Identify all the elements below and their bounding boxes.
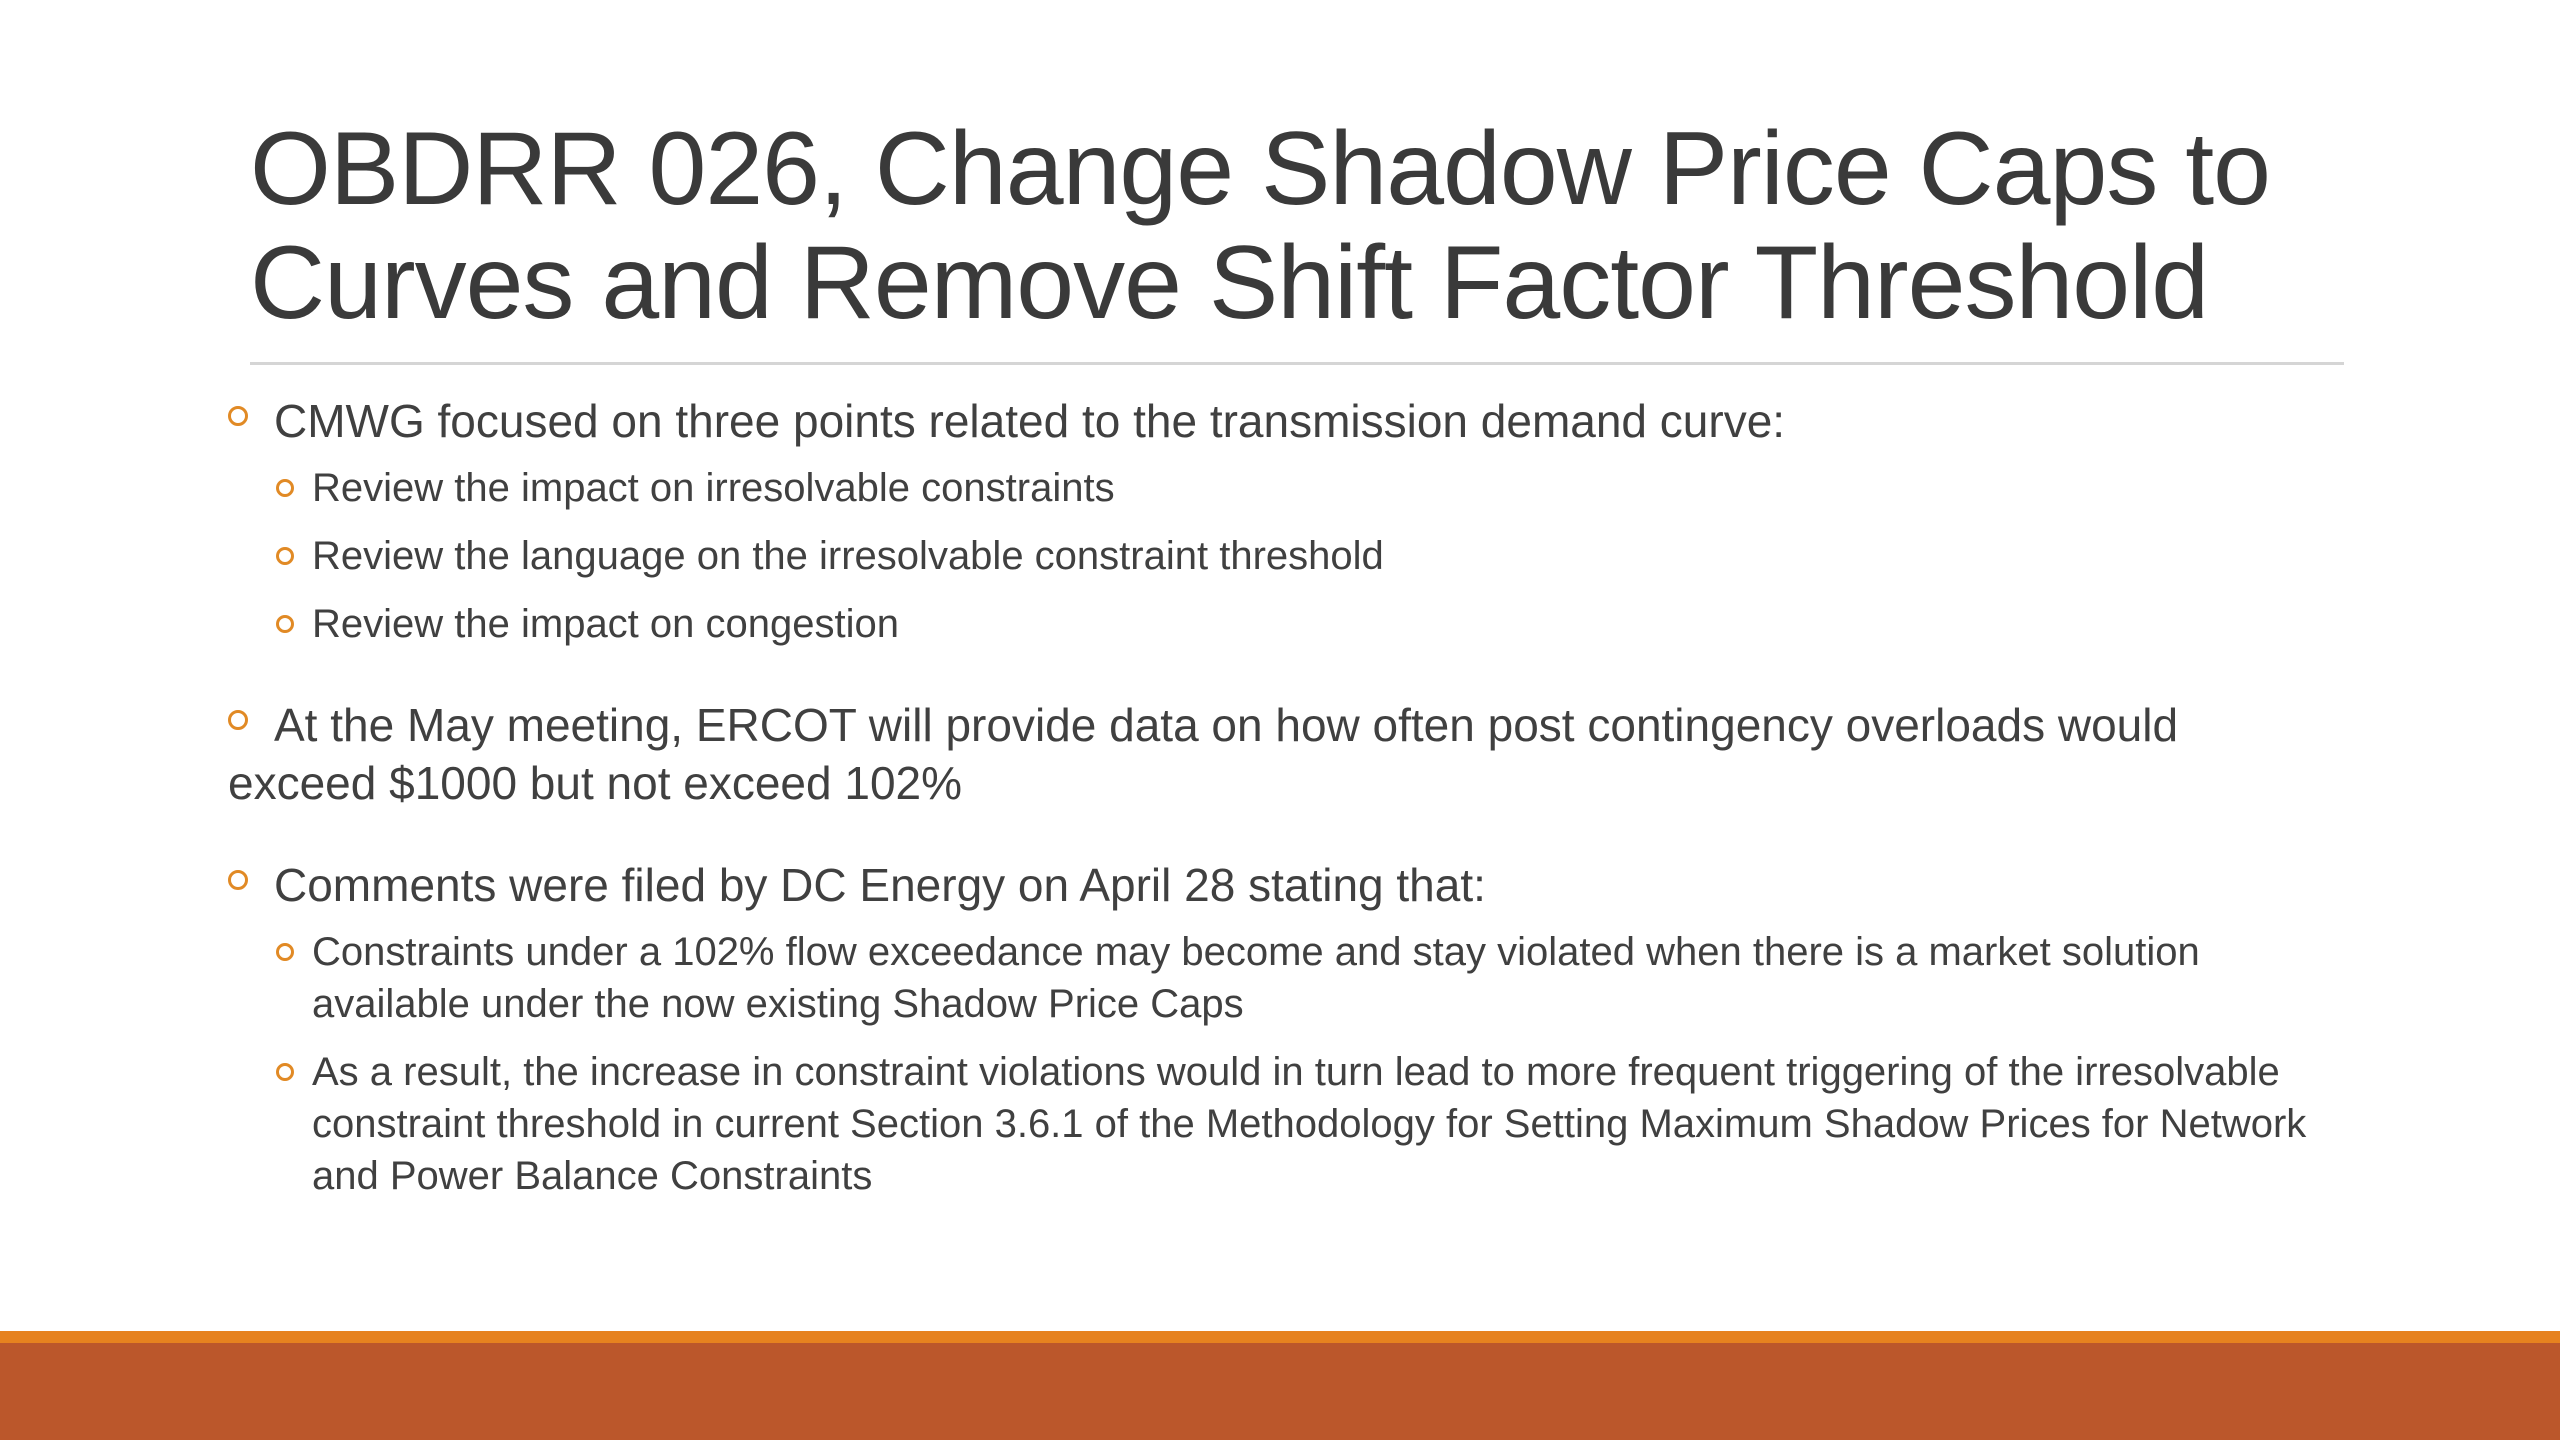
bullet-text: At the May meeting, ERCOT will provide data on how often post contingency overloads would exceed $1000 but not exceed 102% — [228, 699, 2179, 809]
footer-accent-band — [0, 1331, 2560, 1343]
sub-bullet-constraint-violations — [228, 1046, 2338, 1202]
sub-bullet-threshold-language — [228, 530, 2338, 582]
title-divider — [250, 362, 2344, 365]
sub-bullet-text: Review the impact on irresolvable constraints — [312, 466, 1115, 510]
slide-title-line-1: OBDRR 026, Change Shadow Price Caps to — [250, 111, 2270, 227]
slide-title-line-2: Curves and Remove Shift Factor Threshold — [250, 225, 2209, 341]
hollow-circle-bullet-icon — [228, 710, 248, 730]
hollow-circle-bullet-icon — [276, 943, 294, 961]
hollow-circle-bullet-icon — [228, 406, 248, 426]
hollow-circle-bullet-icon — [276, 615, 294, 633]
hollow-circle-bullet-icon — [228, 870, 248, 890]
sub-bullet-text: As a result, the increase in constraint violations would in turn lead to more frequent triggering of the irresolvable constraint threshold in current Section 3.6.1 of the Methodology for Setting Maximum Shadow Prices for Network and Power Balance Constraints — [312, 1050, 2307, 1198]
sub-bullet-text: Review the language on the irresolvable constraint threshold — [312, 534, 1384, 578]
hollow-circle-bullet-icon — [276, 479, 294, 497]
hollow-circle-bullet-icon — [276, 1063, 294, 1081]
hollow-circle-bullet-icon — [276, 547, 294, 565]
bullet-text: Comments were filed by DC Energy on April 28 stating that: — [274, 859, 1486, 911]
sub-bullet-flow-exceedance — [228, 926, 2338, 1030]
sub-bullet-text: Review the impact on congestion — [312, 602, 899, 646]
bullet-dc-energy-comments — [228, 856, 2338, 914]
bullet-text: CMWG focused on three points related to the transmission demand curve: — [274, 395, 1786, 447]
sub-bullet-congestion — [228, 598, 2338, 650]
footer-band — [0, 1343, 2560, 1440]
slide-title — [250, 112, 2350, 340]
bullet-may-meeting — [228, 696, 2338, 812]
sub-bullet-irresolvable-constraints — [228, 462, 2338, 514]
sub-bullet-text: Constraints under a 102% flow exceedance may become and stay violated when there is a market solution available under the now existing Shadow Price Caps — [312, 930, 2200, 1026]
slide-body — [228, 392, 2338, 1202]
bullet-cmwg-focus — [228, 392, 2338, 450]
